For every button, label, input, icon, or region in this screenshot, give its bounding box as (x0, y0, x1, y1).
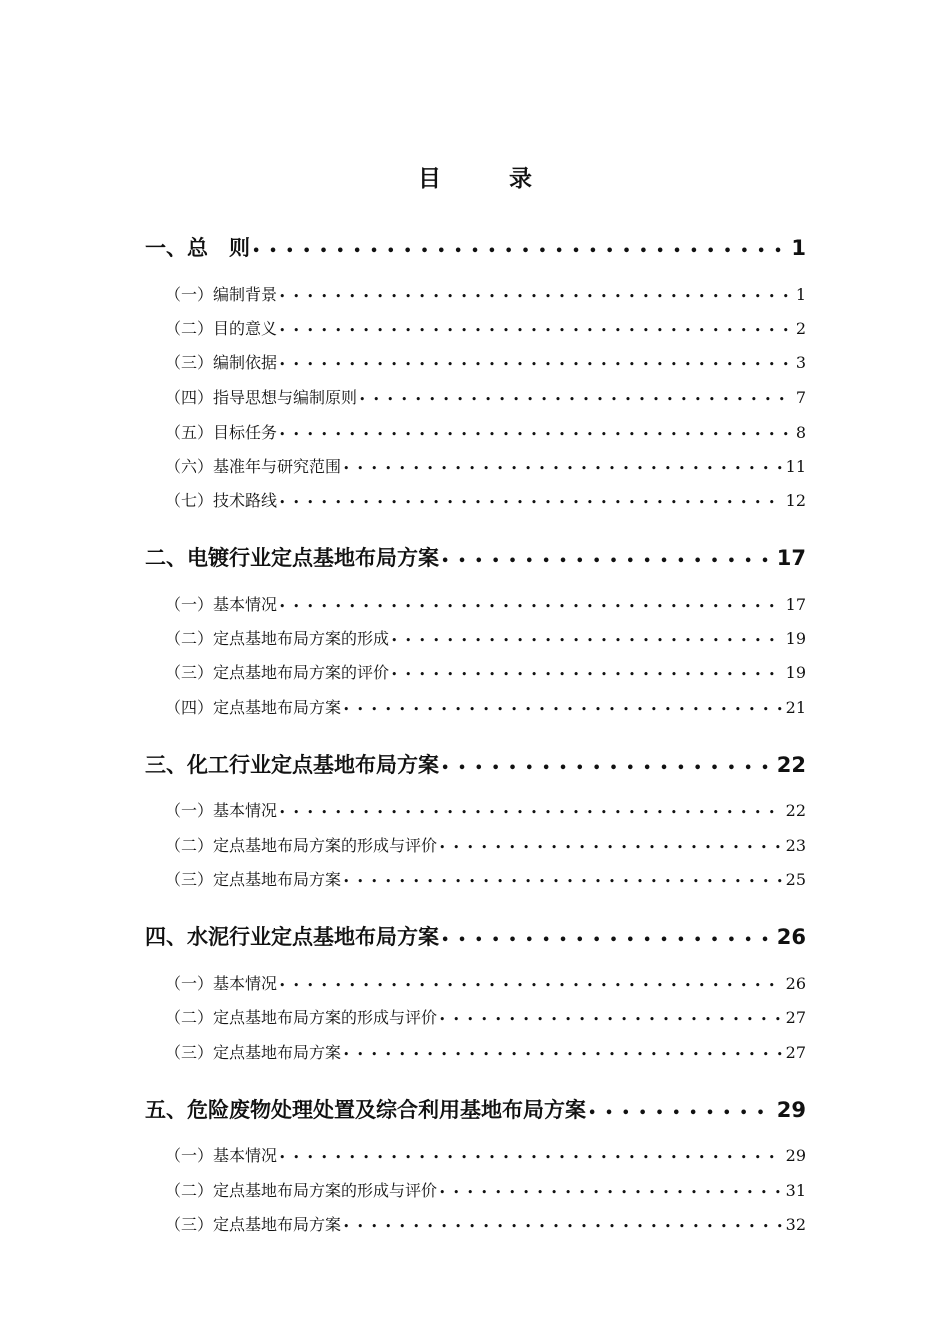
toc-page-number: 19 (785, 663, 806, 682)
toc-entry[interactable] (165, 350, 806, 373)
toc-entry[interactable] (165, 1212, 806, 1235)
toc-entry-label: （三）定点基地布局方案的评价 (165, 663, 390, 682)
toc-page-number: 27 (785, 1008, 806, 1027)
toc-entry-label: （二）定点基地布局方案的形成与评价 (165, 1181, 438, 1200)
toc-entry-label: （三）定点基地布局方案 (165, 870, 342, 889)
dot-leader (441, 761, 775, 776)
toc-page-number: 11 (785, 457, 806, 476)
toc-page-number: 26 (785, 974, 806, 993)
toc-page-number: 22 (776, 753, 806, 777)
toc-entry[interactable] (165, 488, 806, 511)
toc-entry-label: （七）技术路线 (165, 491, 278, 510)
toc-entry[interactable] (165, 385, 806, 408)
dot-leader (279, 496, 784, 509)
dot-leader (343, 1220, 784, 1233)
toc-heading-label: 五、危险废物处理处置及综合利用基地布局方案 (145, 1098, 586, 1122)
toc-page-number: 17 (785, 595, 806, 614)
toc-heading-label: 四、水泥行业定点基地布局方案 (145, 925, 439, 949)
toc-entry-label: （六）基准年与研究范围 (165, 457, 342, 476)
toc-entry[interactable] (165, 1040, 806, 1063)
toc-entry[interactable] (165, 420, 806, 443)
toc-entry-label: （三）定点基地布局方案 (165, 1043, 342, 1062)
dot-leader (441, 933, 775, 948)
dot-leader (343, 462, 784, 475)
toc-entry-label: （四）定点基地布局方案 (165, 698, 342, 717)
toc-heading-5[interactable] (145, 1094, 806, 1124)
dot-leader (441, 554, 775, 569)
toc-entry-label: （二）定点基地布局方案的形成 (165, 629, 390, 648)
toc-heading-2[interactable] (145, 542, 806, 572)
toc-entry[interactable] (165, 316, 806, 339)
toc-entry[interactable] (165, 660, 806, 683)
toc-page-number: 23 (785, 836, 806, 855)
toc-page-number: 21 (785, 698, 806, 717)
toc-page-number: 32 (785, 1215, 806, 1234)
dot-leader (279, 428, 794, 441)
dot-leader (279, 979, 784, 992)
dot-leader (439, 1186, 784, 1199)
dot-leader (279, 324, 794, 337)
toc-page-number: 27 (785, 1043, 806, 1062)
dot-leader (343, 703, 784, 716)
toc-entry-label: （一）基本情况 (165, 974, 278, 993)
toc-page-number: 31 (785, 1181, 806, 1200)
toc-entry[interactable] (165, 1005, 806, 1028)
dot-leader (588, 1106, 775, 1121)
toc-entry-label: （二）定点基地布局方案的形成与评价 (165, 1008, 438, 1027)
toc-entry-label: （二）目的意义 (165, 319, 278, 338)
toc-page-number: 3 (795, 353, 806, 372)
toc-page-number: 29 (776, 1098, 806, 1122)
toc-page-number: 17 (776, 546, 806, 570)
toc-entry[interactable] (165, 1178, 806, 1201)
toc-page-number: 1 (791, 236, 806, 260)
dot-leader (343, 875, 784, 888)
toc-entry[interactable] (165, 282, 806, 305)
toc-entry-label: （四）指导思想与编制原则 (165, 388, 358, 407)
toc-entry[interactable] (165, 454, 806, 477)
dot-leader (359, 393, 794, 406)
toc-page-number: 22 (785, 801, 806, 820)
toc-entry[interactable] (165, 1143, 806, 1166)
toc-page-number: 26 (776, 925, 806, 949)
toc-entry-label: （一）基本情况 (165, 801, 278, 820)
toc-entry-label: （二）定点基地布局方案的形成与评价 (165, 836, 438, 855)
toc-entry[interactable] (165, 626, 806, 649)
toc-heading-1[interactable] (145, 232, 806, 262)
toc-page-number: 8 (795, 423, 806, 442)
dot-leader (279, 600, 784, 613)
toc-page-number: 1 (795, 285, 806, 304)
toc-page-number: 19 (785, 629, 806, 648)
dot-leader (279, 358, 794, 371)
dot-leader (391, 668, 784, 681)
toc-entry-label: （一）基本情况 (165, 1146, 278, 1165)
dot-leader (279, 1151, 784, 1164)
toc-entry[interactable] (165, 798, 806, 821)
dot-leader (279, 806, 784, 819)
toc-heading-label: 三、化工行业定点基地布局方案 (145, 753, 439, 777)
toc-entry[interactable] (165, 695, 806, 718)
toc-page-number: 2 (795, 319, 806, 338)
dot-leader (391, 634, 784, 647)
toc-entry-label: （五）目标任务 (165, 423, 278, 442)
toc-heading-3[interactable] (145, 749, 806, 779)
toc-page-number: 25 (785, 870, 806, 889)
toc-entry-label: （三）定点基地布局方案 (165, 1215, 342, 1234)
toc-entry[interactable] (165, 867, 806, 890)
toc-entry-label: （一）编制背景 (165, 285, 278, 304)
toc-entry-label: （一）基本情况 (165, 595, 278, 614)
dot-leader (439, 841, 784, 854)
toc-entry[interactable] (165, 833, 806, 856)
toc-heading-label: 一、总 则 (145, 236, 250, 260)
dot-leader (279, 290, 794, 303)
toc-entry-label: （三）编制依据 (165, 353, 278, 372)
dot-leader (252, 244, 789, 259)
dot-leader (343, 1048, 784, 1061)
toc-page-number: 12 (785, 491, 806, 510)
toc-page-number: 29 (785, 1146, 806, 1165)
toc-heading-4[interactable] (145, 921, 806, 951)
toc-heading-label: 二、电镀行业定点基地布局方案 (145, 546, 439, 570)
dot-leader (439, 1013, 784, 1026)
toc-entry[interactable] (165, 971, 806, 994)
toc-page-number: 7 (795, 388, 806, 407)
toc-entry[interactable] (165, 592, 806, 615)
page-title: 目 录 (417, 166, 562, 192)
